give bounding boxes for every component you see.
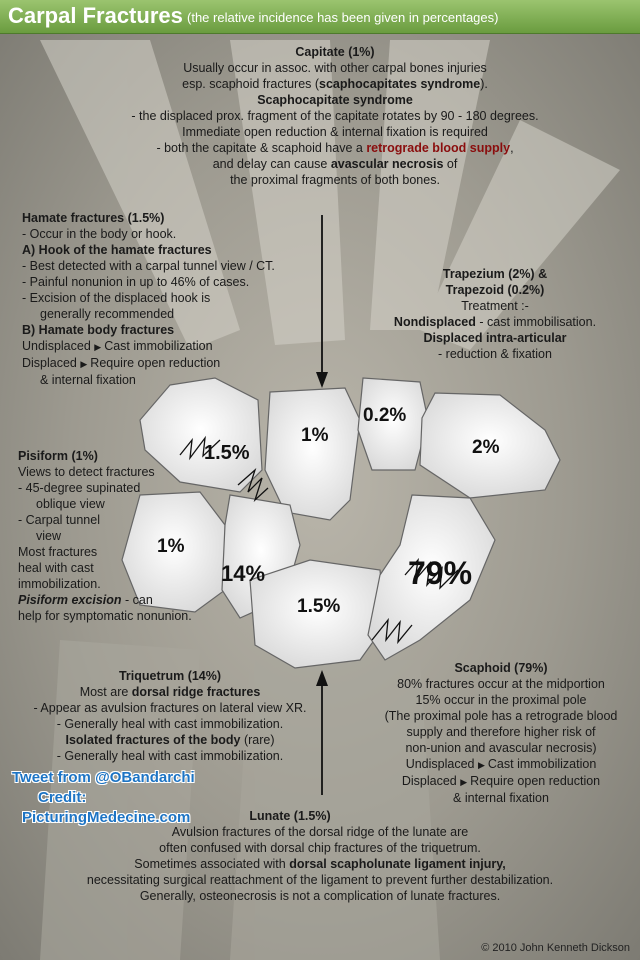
- scaphoid-line-8: & internal fixation: [453, 791, 549, 805]
- lunate-line-3: Sometimes associated with dorsal scapholunate ligament injury,: [134, 857, 506, 871]
- pct-capitate: 1%: [301, 425, 329, 446]
- arrow-right-icon: ▶: [80, 359, 88, 369]
- hamate-line-3: - Best detected with a carpal tunnel view / CT.: [22, 259, 275, 273]
- triquetrum-line-5: - Generally heal with cast immobilization.: [56, 749, 284, 763]
- page-subtitle: (the relative incidence has been given in percentages): [187, 10, 499, 25]
- page-title: Carpal Fractures: [8, 3, 183, 28]
- pisiform-line-6: Most fractures: [18, 545, 98, 559]
- credits: [12, 768, 195, 828]
- pisiform-line-7: heal with cast: [18, 561, 94, 575]
- hamate-line-8: Undisplaced ▶ Cast immobilization: [22, 339, 213, 353]
- lunate-heading: Lunate (1.5%): [249, 809, 331, 823]
- triquetrum-line-2: - Appear as avulsion fractures on lateral view XR.: [33, 701, 307, 715]
- hamate-heading: Hamate fractures (1.5%): [22, 211, 165, 225]
- triquetrum-section: [20, 668, 320, 764]
- pct-scaphoid: 79%: [408, 555, 473, 591]
- credit-site: PicturingMedecine.com: [22, 809, 191, 826]
- bone-capitate: [265, 388, 360, 520]
- capitate-line-5: Immediate open reduction & internal fixation is required: [182, 125, 488, 139]
- credit-label: Credit:: [38, 789, 87, 806]
- lunate-line-5: Generally, osteonecrosis is not a complication of lunate fractures.: [139, 889, 501, 903]
- capitate-subheading: Scaphocapitate syndrome: [257, 93, 413, 107]
- scaphoid-line-3: (The proximal pole has a retrograde blood: [384, 709, 618, 723]
- capitate-line-8: the proximal fragments of both bones.: [230, 173, 440, 187]
- copyright: © 2010 John Kenneth Dickson: [481, 942, 630, 954]
- triquetrum-line-4: Isolated fractures of the body (rare): [65, 733, 275, 747]
- capitate-section: [120, 44, 550, 188]
- scaphoid-section: [370, 660, 632, 806]
- pisiform-line-4: - Carpal tunnel: [18, 513, 100, 527]
- pct-hamate: 1.5%: [204, 442, 250, 464]
- lunate-line-2: often confused with dorsal chip fractures of the triquetrum.: [159, 841, 481, 855]
- capitate-line-2: esp. scaphoid fractures (scaphocapitates syndrome).: [182, 77, 488, 91]
- scaphoid-line-7: Displaced ▶ Require open reduction: [401, 774, 601, 788]
- pct-trapezoid: 0.2%: [363, 405, 407, 426]
- arrow-right-icon: ▶: [477, 760, 485, 770]
- capitate-line-6: - both the capitate & scaphoid have a retrograde blood supply,: [156, 141, 514, 155]
- scaphoid-line-4: supply and therefore higher risk of: [406, 725, 596, 739]
- lunate-line-1: Avulsion fractures of the dorsal ridge of the lunate are: [171, 825, 469, 839]
- pisiform-section: [18, 448, 218, 624]
- hamate-line-1: - Occur in the body or hook.: [22, 227, 177, 241]
- capitate-line-1: Usually occur in assoc. with other carpal bones injuries: [183, 61, 487, 75]
- capitate-line-7: and delay can cause avascular necrosis of: [212, 157, 458, 171]
- pisiform-line-2: - 45-degree supinated: [18, 481, 141, 495]
- hamate-line-9: Displaced ▶ Require open reduction: [22, 356, 221, 370]
- hamate-line-10: & internal fixation: [40, 373, 136, 387]
- triquetrum-line-1: Most are dorsal ridge fractures: [79, 685, 261, 699]
- capitate-line-4: - the displaced prox. fragment of the capitate rotates by 90 - 180 degrees.: [131, 109, 539, 123]
- lunate-line-4: necessitating surgical reattachment of the ligament to prevent further destabilization.: [86, 873, 554, 887]
- hamate-line-5: - Excision of the displaced hook is: [22, 291, 211, 305]
- pct-triquetrum: 14%: [221, 561, 266, 586]
- pisiform-line-5: view: [36, 529, 62, 543]
- pisiform-line-8: immobilization.: [18, 577, 101, 591]
- hamate-line-4: - Painful nonunion in up to 46% of cases.: [22, 275, 250, 289]
- trapezium-line-3: Displaced intra-articular: [423, 331, 567, 345]
- scaphoid-line-5: non-union and avascular necrosis): [405, 741, 597, 755]
- trapezium-line-1: Treatment :-: [461, 299, 529, 313]
- hamate-line-2: A) Hook of the hamate fractures: [22, 243, 212, 257]
- trapezium-line-4: - reduction & fixation: [438, 347, 552, 361]
- title-bar: [0, 0, 640, 34]
- arrow-right-icon: ▶: [460, 777, 468, 787]
- hamate-line-7: B) Hamate body fractures: [22, 323, 175, 337]
- pisiform-line-10: help for symptomatic nonunion.: [18, 609, 192, 623]
- trapezium-heading-2: Trapezoid (0.2%): [445, 283, 545, 297]
- triquetrum-heading: Triquetrum (14%): [118, 669, 222, 683]
- trapezium-line-2: Nondisplaced - cast immobilisation.: [393, 315, 597, 329]
- scaphoid-heading: Scaphoid (79%): [454, 661, 548, 675]
- pct-trapezium: 2%: [472, 437, 500, 458]
- pisiform-line-9: Pisiform excision - can: [18, 593, 153, 607]
- scaphoid-line-1: 80% fractures occur at the midportion: [397, 677, 605, 691]
- trapezium-section: [385, 266, 605, 362]
- capitate-heading: Capitate (1%): [295, 45, 375, 59]
- scaphoid-line-2: 15% occur in the proximal pole: [415, 693, 587, 707]
- trapezium-heading-1: Trapezium (2%) &: [442, 267, 548, 281]
- pisiform-line-1: Views to detect fractures: [18, 465, 155, 479]
- scaphoid-line-6: Undisplaced ▶ Cast immobilization: [405, 757, 597, 771]
- pct-pisiform: 1%: [157, 536, 185, 557]
- arrow-right-icon: ▶: [94, 342, 102, 352]
- pisiform-line-3: oblique view: [36, 497, 105, 511]
- pisiform-heading: Pisiform (1%): [18, 449, 98, 463]
- triquetrum-line-3: - Generally heal with cast immobilization.: [56, 717, 284, 731]
- hamate-section: [22, 210, 302, 388]
- pct-lunate: 1.5%: [297, 596, 341, 617]
- tweet-credit: Tweet from @OBandarchi: [12, 769, 195, 786]
- hamate-line-6: generally recommended: [40, 307, 175, 321]
